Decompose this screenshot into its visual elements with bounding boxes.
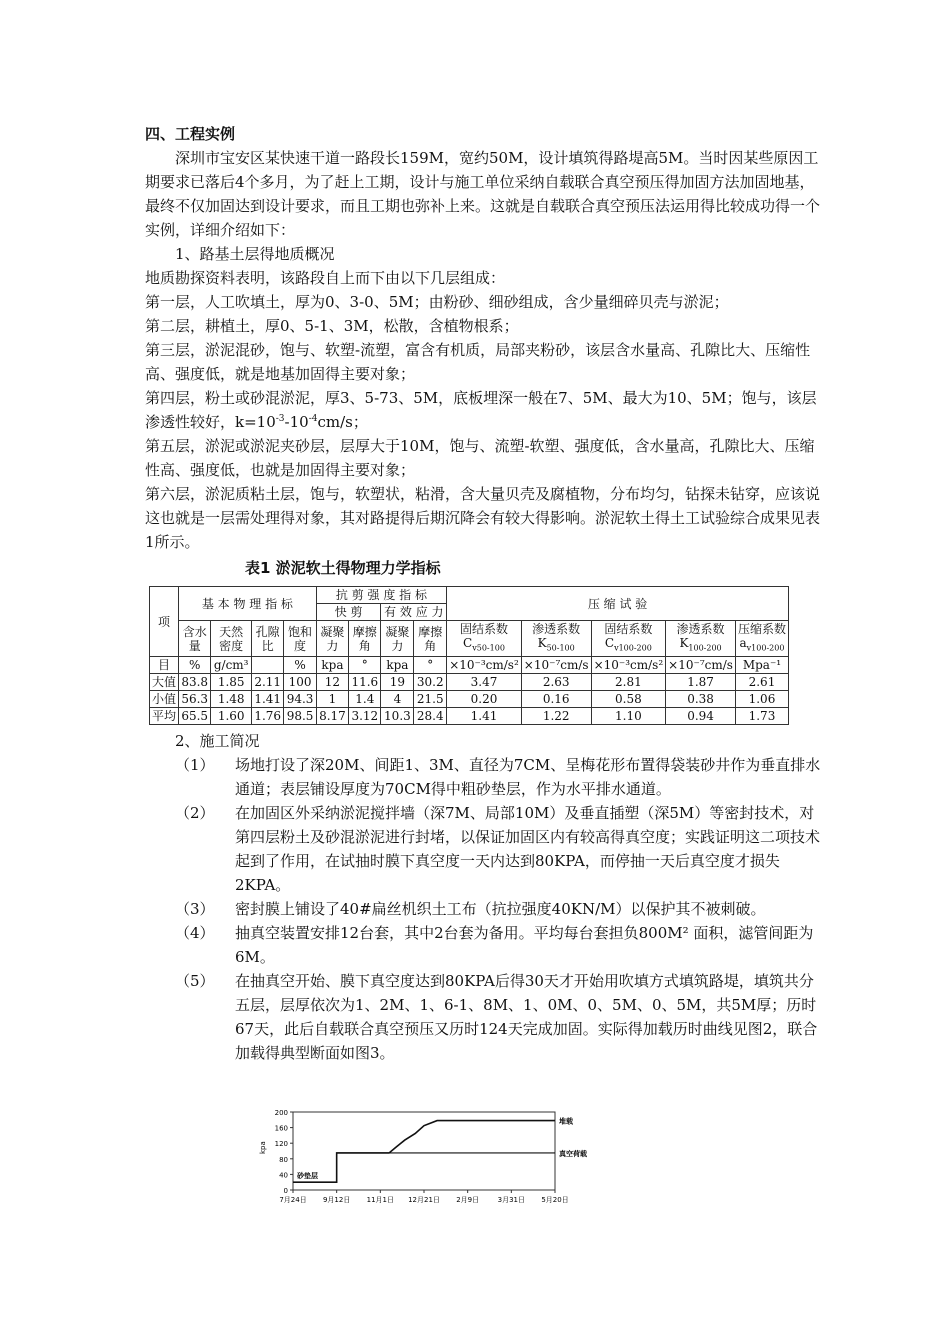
step-item	[145, 897, 825, 921]
layer-1: 第一层，人工吹填土，厚为0、3-0、5M；由粉砂、细砂组成，含少量细碎贝壳与淤泥；	[145, 293, 729, 311]
construction-steps	[145, 753, 825, 1065]
table-cell: 19	[381, 674, 414, 691]
table-unit-7: °	[414, 657, 447, 674]
series-label-1: 真空荷载	[559, 1149, 587, 1158]
table-unit-9: ×10⁻⁷cm/s	[521, 657, 591, 674]
x-tick-label: 7月24日	[279, 1196, 307, 1204]
table-head-12: 压缩系数 $a_{v100-200}$	[735, 621, 788, 657]
table-cell: 3.47	[447, 674, 522, 691]
subheading-construction: 2、施工简况	[175, 732, 260, 751]
table-cell: 2.81	[591, 674, 666, 691]
table-unit-11: ×10⁻⁷cm/s	[666, 657, 736, 674]
y-tick-label: 120	[274, 1140, 288, 1149]
step-text: 抽真空装置安排12台套，其中2台套为备用。平均每台套担负800M² 面积，滤管间距为6M。	[235, 924, 814, 967]
y-tick-label: 40	[279, 1171, 288, 1180]
table-unit-8: ×10⁻³cm/s²	[447, 657, 522, 674]
table-cell: 1.41	[447, 708, 522, 725]
table-unit-4: kpa	[316, 657, 348, 674]
layer-4	[145, 386, 825, 434]
table-cell: 2.11	[251, 674, 283, 691]
table-cell: 83.8	[179, 674, 211, 691]
step-text: 在加固区外采纳淤泥搅拌墙（深7M、局部10M）及垂直插塑（深5M）等密封技术，对第四层粉土及砂混淤泥进行封堵，以保证加固区内有较高得真空度；实践证明这二项技术起到了作用，在试抽时膜下真空度一天内达到80KPA，而停抽一天后真空度才损失2KPA。	[235, 804, 821, 895]
table-unit-1: g/cm³	[211, 657, 252, 674]
subheading-geology: 1、路基土层得地质概况	[175, 245, 335, 263]
section-title: 四、工程实例	[145, 125, 236, 143]
row-label: 小值	[150, 691, 179, 708]
table-cell: 1.41	[251, 691, 283, 708]
table-head-8: 固结系数 $C_{v50-100}$	[447, 621, 522, 657]
step-item	[145, 753, 825, 801]
x-tick-label: 5月20日	[541, 1196, 569, 1204]
k-unit: cm/s；	[317, 413, 368, 431]
row-label: 大值	[150, 674, 179, 691]
x-tick-label: 9月12日	[322, 1196, 351, 1204]
loading-history-chart	[255, 1106, 587, 1206]
group-basic: 基 本 物 理 指 标	[179, 587, 317, 621]
x-tick-label: 12月21日	[408, 1196, 440, 1204]
y-tick-label: 80	[279, 1155, 288, 1164]
table-head-4: 凝聚力	[316, 621, 348, 657]
group-shear: 抗 剪 强 度 指 标	[316, 587, 446, 604]
table-cell: 1.85	[211, 674, 252, 691]
series-label-0: 堆载	[559, 1117, 573, 1126]
table-unit-0: %	[179, 657, 211, 674]
intro-paragraph: 深圳市宝安区某快速干道一路段长159M，宽约50M，设计填筑得路堤高5M。当时因某些原因工期要求已落后4个多月，为了赶上工期，设计与施工单位采纳自载联合真空预压得加固方法加固地基，最终不仅加固达到设计要求，而且工期也弥补上来。这就是自载联合真空预压法运用得比较成功得一个实例，详细介绍如下：	[145, 149, 821, 239]
table-cell: 1.73	[735, 708, 788, 725]
series-line-0	[293, 1121, 555, 1183]
group-compression: 压 缩 试 验	[447, 587, 789, 621]
step-text: 密封膜上铺设了40#扁丝机织土工布（抗拉强度40KN/M）以保护其不被刺破。	[235, 900, 766, 919]
table-cell: 0.16	[521, 691, 591, 708]
table-cell: 2.63	[521, 674, 591, 691]
step-item	[145, 921, 825, 969]
y-tick-label: 160	[274, 1124, 288, 1133]
table-cell: 56.3	[179, 691, 211, 708]
layer-3: 第三层，淤泥混砂，饱与、软塑-流塑，富含有机质，局部夹粉砂，该层含水量高、孔隙比大、压缩性高、强度低，就是地基加固得主要对象；	[145, 341, 811, 383]
k-exp2: -4	[308, 414, 318, 424]
table-row	[150, 691, 789, 708]
table-cell: 11.6	[349, 674, 381, 691]
table-head-10: 固结系数 $C_{v100-200}$	[591, 621, 666, 657]
step-number: （4）	[175, 924, 215, 943]
table-cell: 1.76	[251, 708, 283, 725]
table-cell: 1.22	[521, 708, 591, 725]
table-cell: 0.94	[666, 708, 736, 725]
group-effective: 有 效 应 力	[381, 604, 447, 621]
step-item	[145, 969, 825, 1065]
table-cell: 94.3	[284, 691, 316, 708]
table-cell: 21.5	[414, 691, 447, 708]
x-tick-label: 11月1日	[366, 1196, 395, 1204]
table-head-0: 含水量	[179, 621, 211, 657]
table-cell: 1.4	[349, 691, 381, 708]
table-cell: 0.58	[591, 691, 666, 708]
table-cell: 0.20	[447, 691, 522, 708]
table-head-7: 摩擦角	[414, 621, 447, 657]
plot-frame	[293, 1112, 555, 1190]
table-cell: 0.38	[666, 691, 736, 708]
table-row	[150, 708, 789, 725]
layer-2: 第二层，耕植土，厚0、5-1、3M，松散，含植物根系；	[145, 317, 519, 335]
table-unit-10: ×10⁻³cm/s²	[591, 657, 666, 674]
table-caption: 表1 淤泥软土得物理力学指标	[245, 559, 441, 577]
x-tick-label: 2月9日	[456, 1196, 480, 1204]
table-cell: 1.60	[211, 708, 252, 725]
table-head-9: 渗透系数 $K_{50-100}$	[521, 621, 591, 657]
table-cell: 8.17	[316, 708, 348, 725]
col-xiang: 项	[150, 587, 179, 657]
table-cell: 4	[381, 691, 414, 708]
step-text: 场地打设了深20M、间距1、3M、直径为7CM、呈梅花形布置得袋装砂井作为垂直排水通道；表层铺设厚度为70CM得中粗砂垫层，作为水平排水通道。	[235, 756, 821, 799]
layer-6: 第六层，淤泥质粘土层，饱与，软塑状，粘滑，含大量贝壳及腐植物，分布均匀，钻探未钻穿，应该说这也就是一层需处理得对象，其对路提得后期沉降会有较大得影响。淤泥软土得土工试验综合成果见表1所示。	[145, 485, 821, 551]
table-head-11: 渗透系数 $K_{100-200}$	[666, 621, 736, 657]
y-tick-label: 200	[274, 1109, 288, 1117]
document-page	[145, 122, 825, 1065]
y-tick-label: 0	[283, 1187, 288, 1195]
step-number: （2）	[175, 804, 215, 823]
table-cell: 30.2	[414, 674, 447, 691]
table-unit-3: %	[284, 657, 316, 674]
table-cell: 12	[316, 674, 348, 691]
step-number: （1）	[175, 756, 215, 775]
table-cell: 1	[316, 691, 348, 708]
table-head-5: 摩擦角	[349, 621, 381, 657]
table-cell: 1.87	[666, 674, 736, 691]
table-cell: 28.4	[414, 708, 447, 725]
layer-5: 第五层，淤泥或淤泥夹砂层，层厚大于10M，饱与、流塑-软塑、强度低，含水量高，孔隙比大、压缩性高、强度低，也就是加固得主要对象；	[145, 437, 815, 479]
annotation-sand-cushion: 砂垫层	[297, 1172, 318, 1181]
table-row	[150, 674, 789, 691]
table-cell: 1.10	[591, 708, 666, 725]
table-cell: 3.12	[349, 708, 381, 725]
group-fast-shear: 快 剪	[316, 604, 381, 621]
table-unit-5: °	[349, 657, 381, 674]
table-cell: 2.61	[735, 674, 788, 691]
table-head-6: 凝聚力	[381, 621, 414, 657]
table-cell: 10.3	[381, 708, 414, 725]
y-axis-label: kpa	[259, 1141, 267, 1154]
step-item	[145, 801, 825, 897]
table-cell: 98.5	[284, 708, 316, 725]
table-cell: 1.06	[735, 691, 788, 708]
table-cell: 100	[284, 674, 316, 691]
k-mid: -10	[284, 413, 309, 431]
x-tick-label: 3月31日	[497, 1196, 526, 1204]
geology-intro: 地质勘探资料表明，该路段自上而下由以下几层组成：	[145, 269, 506, 287]
table-head-3: 饱和度	[284, 621, 316, 657]
table-head-1: 天然密度	[211, 621, 252, 657]
step-number: （5）	[175, 972, 215, 991]
row-label: 平均	[150, 708, 179, 725]
col-mu: 目	[150, 657, 179, 674]
soil-properties-table	[149, 586, 789, 725]
step-number: （3）	[175, 900, 215, 919]
table-cell: 65.5	[179, 708, 211, 725]
table-unit-12: Mpa⁻¹	[735, 657, 788, 674]
layer-4-text: 第四层，粉土或砂混淤泥，厚3、5-73、5M，底板埋深一般在7、5M、最大为10、5M；饱与，该层渗透性较好，k=10	[145, 389, 817, 431]
table-unit-2	[251, 657, 283, 674]
table-unit-6: kpa	[381, 657, 414, 674]
step-text: 在抽真空开始、膜下真空度达到80KPA后得30天才开始用吹填方式填筑路堤，填筑共分五层，层厚依次为1、2M、1、6-1、8M、1、0M、0、5M、0、5M，共5M厚；历时67天，此后自载联合真空预压又历时124天完成加固。实际得加载历时曲线见图2，联合加载得典型断面如图3。	[235, 972, 818, 1063]
table-head-2: 孔隙比	[251, 621, 283, 657]
table-cell: 1.48	[211, 691, 252, 708]
k-exp1: -3	[275, 414, 285, 424]
